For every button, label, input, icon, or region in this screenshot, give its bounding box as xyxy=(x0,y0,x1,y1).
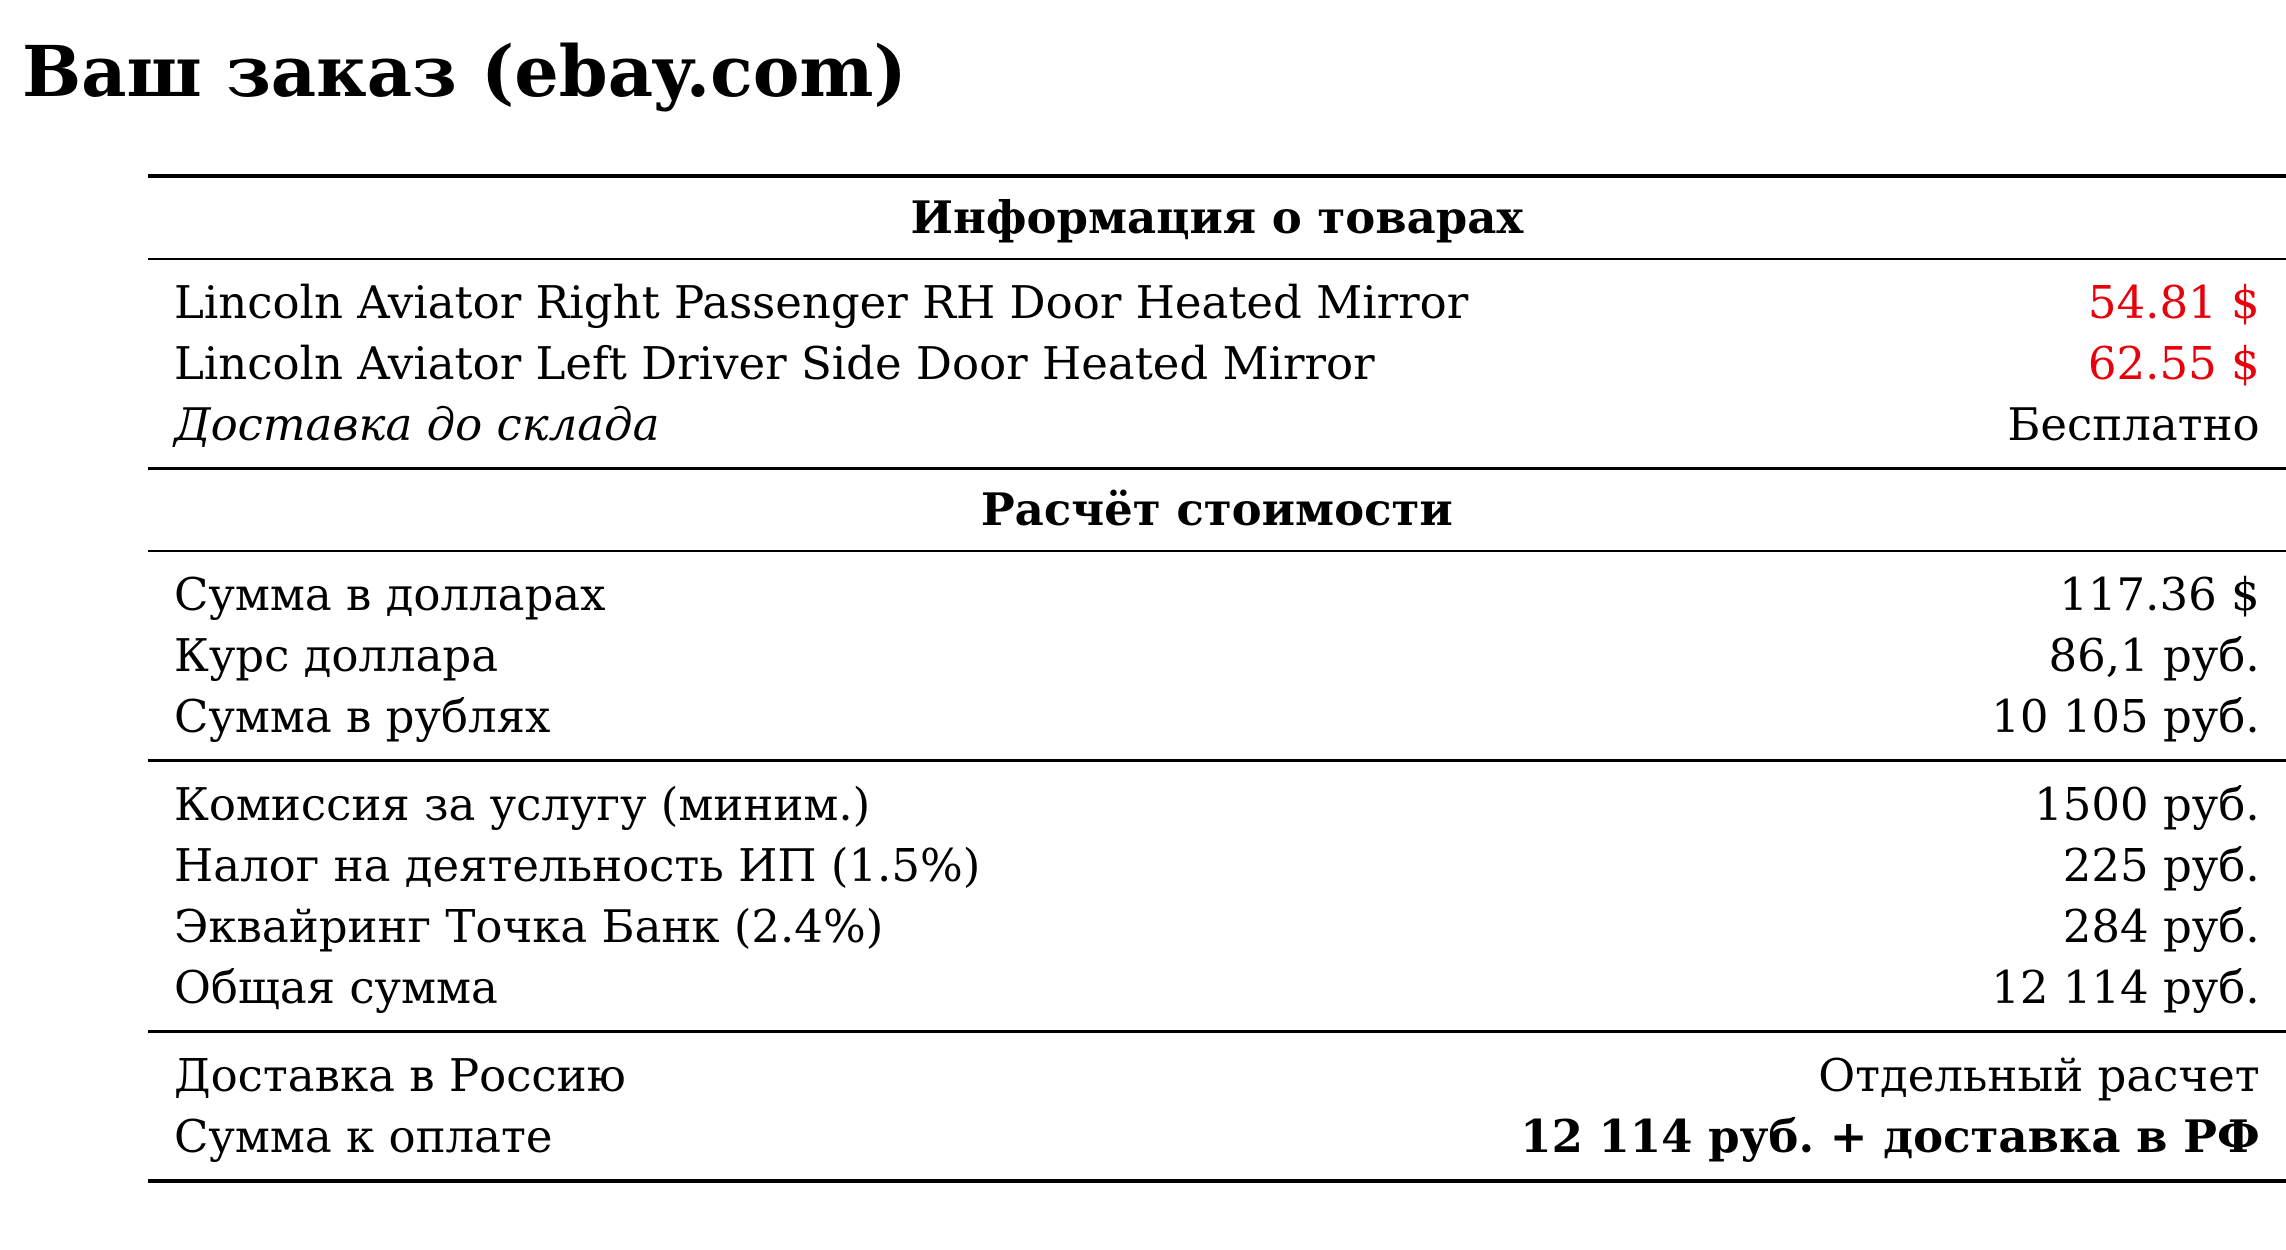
amount-due-value: 12 114 руб. + доставка в РФ xyxy=(1494,1106,2285,1181)
product-name: Lincoln Aviator Right Passenger RH Door Heated Mirror xyxy=(148,259,1494,333)
product-name: Lincoln Aviator Left Driver Side Door Heated Mirror xyxy=(174,337,1375,390)
russia-shipping-value: Отдельный расчет xyxy=(1494,1032,2285,1107)
service-fee-value: 1500 руб. xyxy=(1494,761,2285,836)
cost-section-header: Расчёт стоимости xyxy=(148,469,2286,552)
fee-row xyxy=(148,896,2286,957)
order-summary-table xyxy=(148,174,2286,1183)
cost-row xyxy=(148,551,2286,625)
products-section-header: Информация о товарах xyxy=(148,176,2286,259)
amount-due-label: Сумма к оплате xyxy=(148,1106,1494,1181)
product-price: 54.81 $ xyxy=(1494,259,2285,333)
cost-row xyxy=(148,625,2286,686)
tax-value: 225 руб. xyxy=(2062,839,2260,892)
exchange-rate-label: Курс доллара xyxy=(174,629,499,682)
usd-total-value: 117.36 $ xyxy=(1494,551,2285,625)
page-title: Ваш заказ (ebay.com) xyxy=(22,30,907,113)
usd-total-label: Сумма в долларах xyxy=(148,551,1494,625)
exchange-rate-value: 86,1 руб. xyxy=(2048,629,2260,682)
final-row xyxy=(148,1032,2286,1107)
fee-row xyxy=(148,957,2286,1032)
fee-row xyxy=(148,761,2286,836)
service-fee-label: Комиссия за услугу (миним.) xyxy=(148,761,1494,836)
product-row xyxy=(148,259,2286,333)
products-section-header-row xyxy=(148,176,2286,259)
cost-row xyxy=(148,686,2286,761)
russia-shipping-label: Доставка в Россию xyxy=(148,1032,1494,1107)
fee-row xyxy=(148,835,2286,896)
cost-section-header-row xyxy=(148,469,2286,552)
product-price: 62.55 $ xyxy=(2087,337,2260,390)
product-row xyxy=(148,333,2286,394)
acquiring-label: Эквайринг Точка Банк (2.4%) xyxy=(174,900,884,953)
grand-total-value: 12 114 руб. xyxy=(1991,961,2260,1014)
rub-total-label: Сумма в рублях xyxy=(174,690,551,743)
acquiring-value: 284 руб. xyxy=(2062,900,2260,953)
rub-total-value: 10 105 руб. xyxy=(1991,690,2260,743)
tax-label: Налог на деятельность ИП (1.5%) xyxy=(174,839,981,892)
final-row xyxy=(148,1106,2286,1181)
warehouse-shipping-label: Доставка до склада xyxy=(174,398,660,451)
warehouse-shipping-row xyxy=(148,394,2286,469)
grand-total-label: Общая сумма xyxy=(174,961,498,1014)
warehouse-shipping-value: Бесплатно xyxy=(2007,398,2260,451)
